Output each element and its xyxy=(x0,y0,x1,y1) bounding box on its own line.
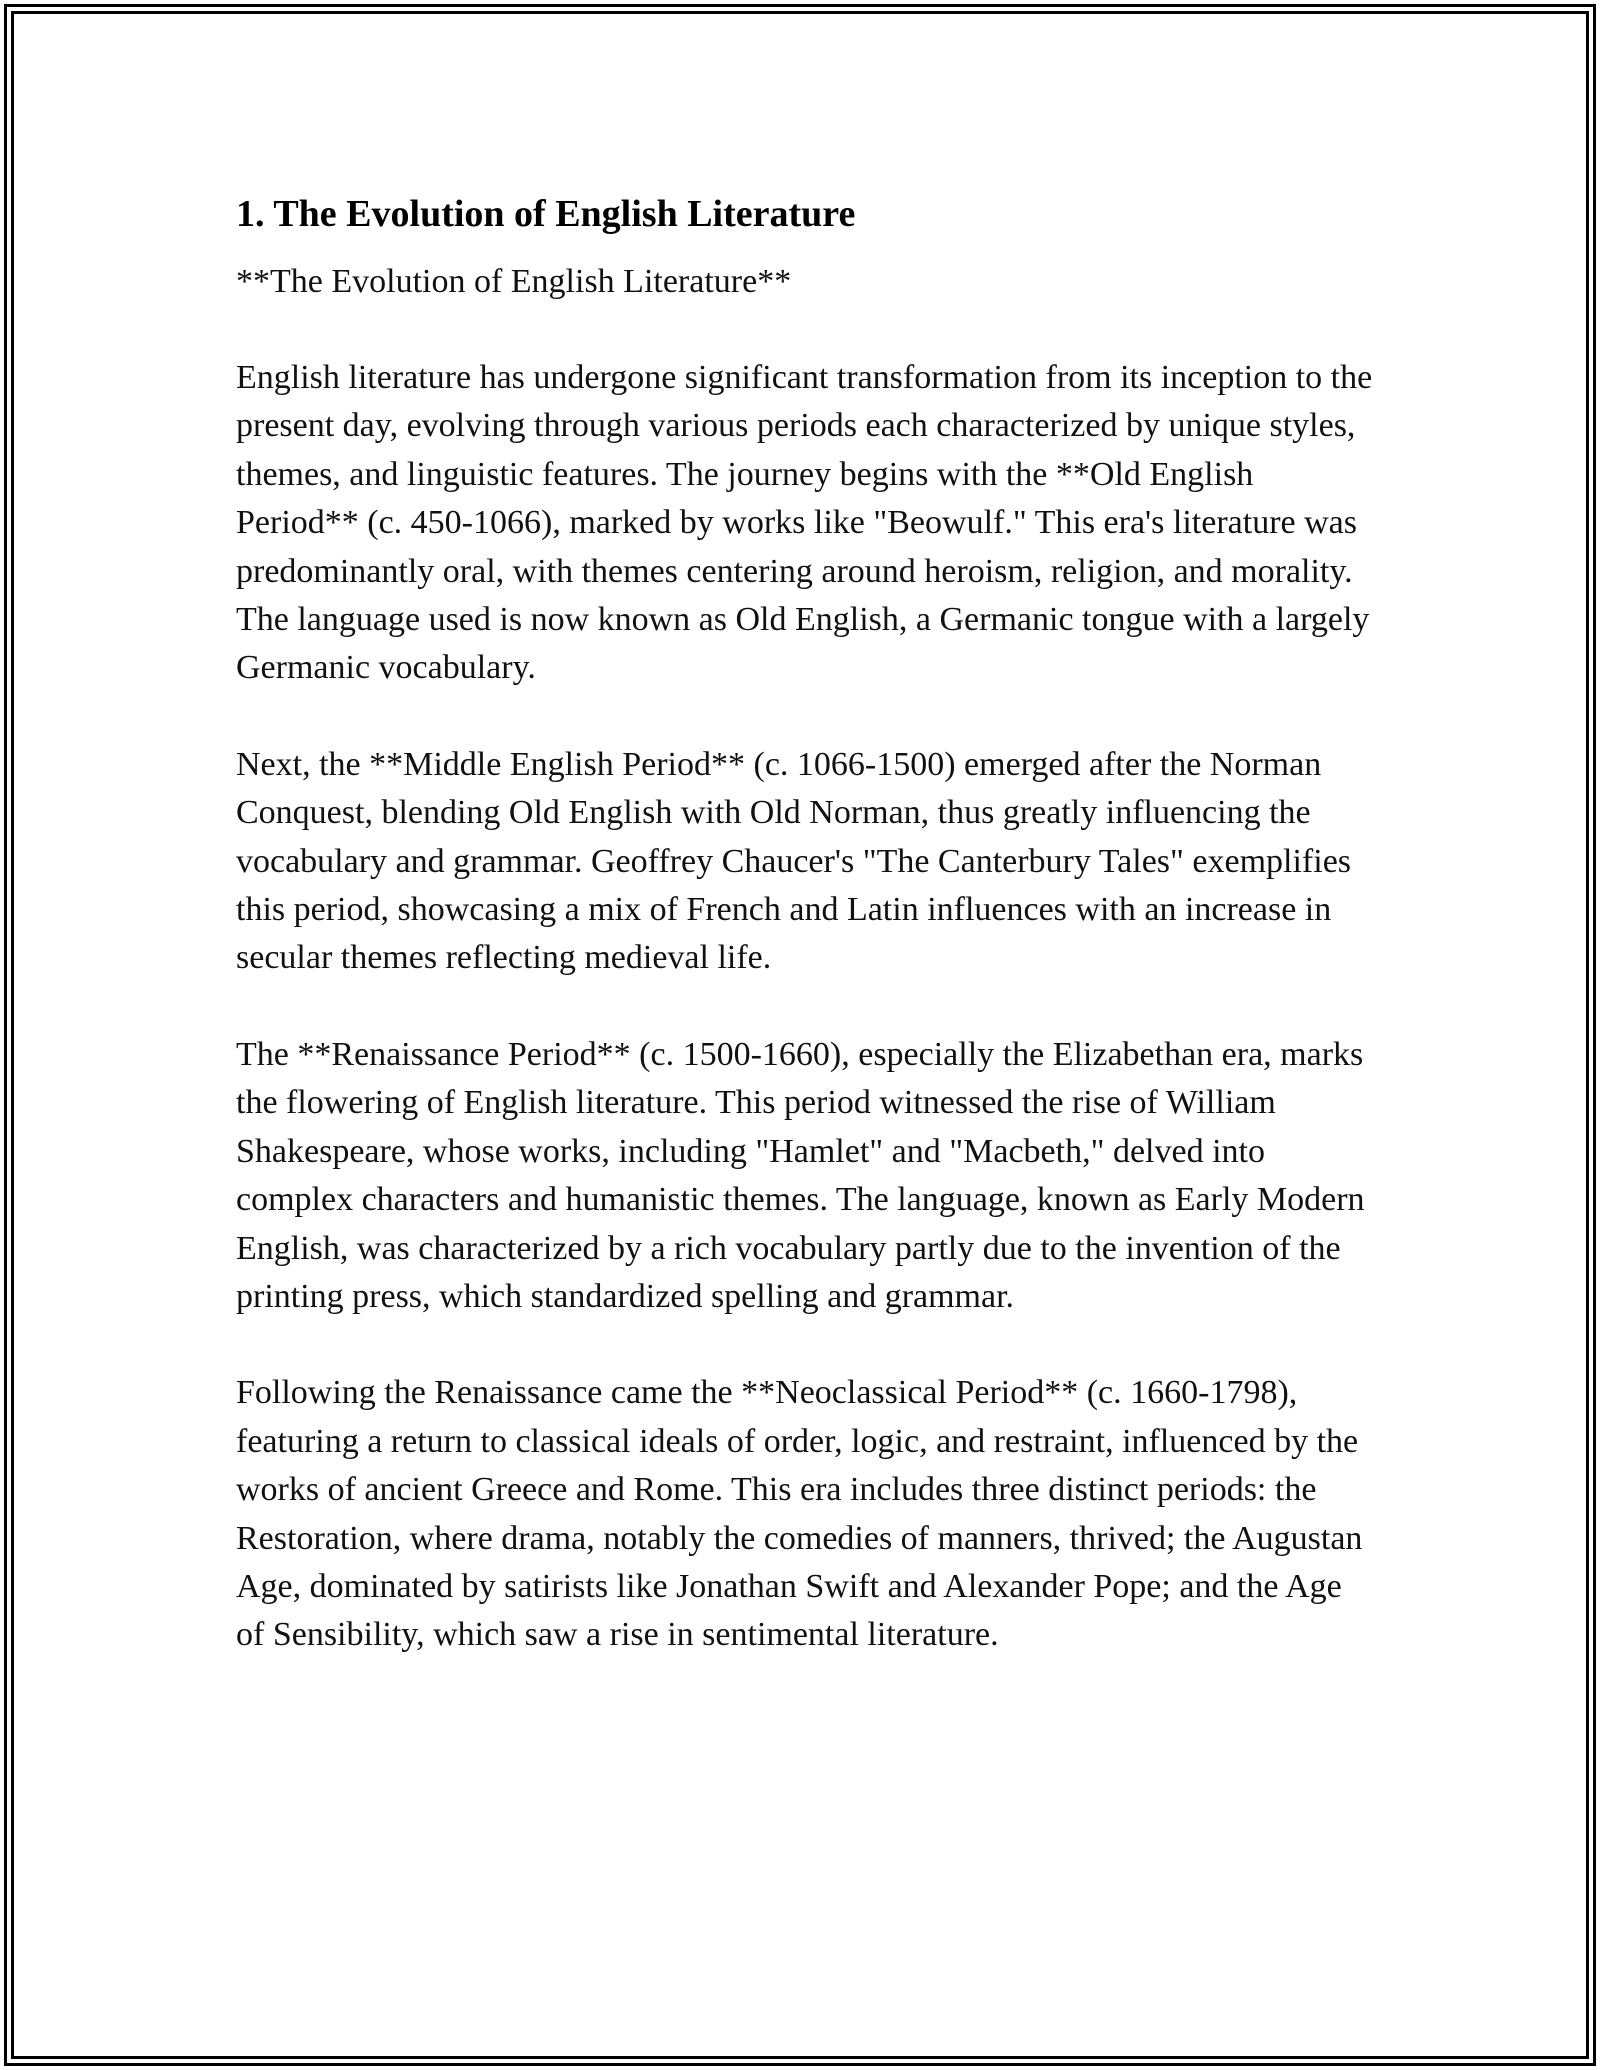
section-heading: 1. The Evolution of English Literature xyxy=(236,193,856,235)
section-subtitle: **The Evolution of English Literature** xyxy=(236,263,792,300)
paragraph-neoclassical: Following the Renaissance came the **Neoclassical Period** (c. 1660-1798), featuring a return to classical ideals of order, logic, and restraint, influenced by the works of ancient Greece and Rome. This era includes three distinct periods: the Restoration, where drama, notably the comedies of manners, thrived; the Augustan Age, dominated by satirists like Jonathan Swift and Alexander Pope; and the Age of Sensibility, which saw a rise in sentimental literature. xyxy=(236,1374,1363,1654)
paragraph-middle-english: Next, the **Middle English Period** (c. 1066-1500) emerged after the Norman Conquest, blending Old English with Old Norman, thus greatly influencing the vocabulary and grammar. Geoffrey Chaucer's "The Canterbury Tales" exemplifies this period, showcasing a mix of French and Latin influences with an increase in secular themes reflecting medieval life. xyxy=(236,745,1352,977)
paragraph-old-english: English literature has undergone significant transformation from its inception to the present day, evolving through various periods each characterized by unique styles, themes, and linguistic features. The journey begins with the **Old English Period** (c. 450-1066), marked by works like "Beowulf." This era's literature was predominantly oral, with themes centering around heroism, religion, and morality. The language used is now known as Old English, a Germanic tongue with a largely Germanic vocabulary. xyxy=(236,359,1373,687)
document-body xyxy=(236,186,1376,1660)
paragraph-renaissance: The **Renaissance Period** (c. 1500-1660), especially the Elizabethan era, marks the flowering of English literature. This period witnessed the rise of William Shakespeare, whose works, including "Hamlet" and "Macbeth," delved into complex characters and humanistic themes. The language, known as Early Modern English, was characterized by a rich vocabulary partly due to the invention of the printing press, which standardized spelling and grammar. xyxy=(236,1035,1365,1315)
